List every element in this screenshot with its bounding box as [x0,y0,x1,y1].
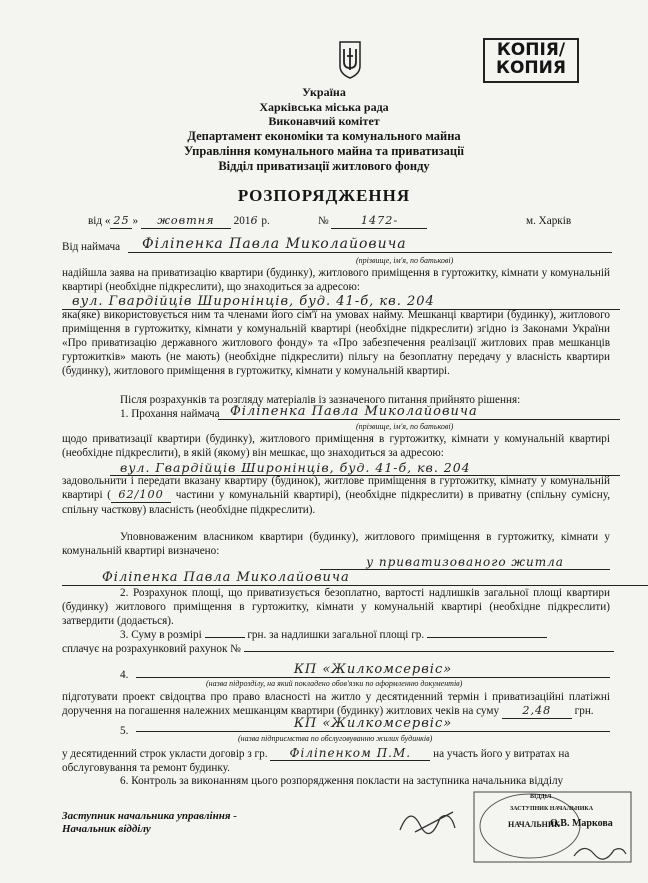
paragraph-privatization: щодо приватизації квартири (будинку), житлового приміщення в гуртожитку, кімнати у комунальній квартирі (необхідне підкреслити), в якій (якому) він мешкає, що знаходиться за адресою: [62,433,610,459]
date-day: 25 [110,214,132,229]
address-1: вул. Гвардійців Широнінців, буд. 41-б, кв. 204 [62,294,620,310]
item6-text: 6. Контроль за виконанням цього розпорядження покласти на заступника начальника відділу [120,775,564,787]
number-prefix: № [318,215,329,227]
transfer-text-b: частини у комунальній квартирі), (необхідне підкреслити) в приватну (спільну сумісну, спільну часткову) власність (необхідне підкреслити). [62,489,611,516]
decision-intro: Після розрахунків та розгляду матеріалів із зазначеного питання прийнято рішення: [120,394,521,406]
date-month: жовтня [141,214,231,229]
paragraph-usage: яка(яке) використовується ним та членами його сім'ї на умовах найму. Мешканці квартири (будинку), житлового приміщення в гуртожитку, кімнати у комунальній квартирі (необхідне підкреслити) згідно із Законами України «Про приватизацію державного житлового фонду» та «Про забезпечення реалізації житлових прав мешканців гуртожитків» мають (не мають) (необхідне підкреслити) пільгу на безоплатну передачу у власність квартири (будинку), житлового приміщення в гуртожитку, кімнати у комунальній квартирі. [62,309,610,377]
tenant-hint: (прізвище, ім'я, по батькові) [356,256,454,265]
item5-hint: (назва підприємства по обслуговуванню жилих будинків) [238,734,433,743]
paragraph-certificate [62,690,610,719]
document-title: РОЗПОРЯДЖЕННЯ [237,186,411,205]
item4-lead: 4. [120,669,129,681]
copy-stamp-line2: КОПИЯ [496,58,566,78]
date-line [88,214,270,229]
signature-icon [395,800,465,840]
item1-lead: 1. Прохання наймача [120,408,220,420]
header-country: Україна [302,85,346,99]
number-value: 1472- [331,214,427,229]
item3-text-c: сплачує на розрахунковий рахунок № [62,643,241,655]
owner-name: Філіпенка Павла Миколайовича [62,570,648,586]
contract-party: Філіпенком П.М. [270,746,430,761]
item2-text: 2. Розрахунок площі, що приватизується безоплатно, вартості надлишків загальної площі квартири (будинку) житлового приміщення в гуртожитку, кімнати у комунальній квартирі (необхідне підкреслити) затвердити (додається). [62,587,610,627]
seal-signature-icon [570,840,630,862]
contract-text-a: у десятиденний строк укласти договір з гр. [62,748,268,760]
date-mid: » [132,215,139,227]
trident-emblem-icon [337,40,363,80]
date-year-end: р. [261,215,270,227]
item3-line [120,628,547,642]
transfer-text-a: задовольнити і передати вказану квартиру (будинок), житлове приміщення в гуртожитку, кімнату у комунальній квартирі ( [62,475,610,501]
contract-text-b: на участь його у витратах на обслуговування та ремонт будинку. [62,748,570,774]
item1-hint: (прізвище, ім'я, по батькові) [356,422,454,431]
seal-text-3: НАЧАЛЬНИК [508,820,560,829]
owner-label: Уповноваженим власником квартири (будинку), житлового приміщення в гуртожитку, кімнати у комунальній квартирі визначено: [62,531,610,557]
seal-text-1: ВІДДІЛ [530,794,552,800]
tenant-label: Від наймача [62,241,121,253]
header-council: Харківська міська рада [259,100,389,114]
signatory-title-1: Заступник начальника управління - [62,810,237,822]
item3-text-a: 3. Суму в розмірі [120,629,202,641]
sum-currency: грн. [574,705,594,717]
header-division: Відділ приватизації житлового фонду [218,159,430,173]
item4-hint: (назва підрозділу, на який покладено обов'язки по оформленню документів) [206,679,463,688]
item5-fill: КП «Жилкомсервіс» [136,716,610,732]
tenant-name: Філіпенка Павла Миколайовича [128,236,612,253]
certificate-text: підготувати проект свідоцтва про право власності на житло у десятиденний термін і приватизаційні платіжні доручення на погашення належних мешканцям квартири (будинку) житлових чеків на суму [62,691,610,717]
item3-account-line [62,642,614,656]
signatory-title-2: Начальник відділу [62,823,151,835]
copy-stamp [483,38,579,83]
paragraph-application: надійшла заява на приватизацію квартири (будинку), житлового приміщення в гуртожитку, кімнати у комунальній квартирі (необхідне підкреслити), що знаходиться за адресою: [62,267,610,293]
header-department: Департамент економіки та комунального майна [187,129,461,143]
official-seal [470,788,635,866]
paragraph-transfer [62,474,610,517]
item5-lead: 5. [120,725,129,737]
share-value: 62/100 [111,488,171,503]
owner-fill: у приватизованого житла [320,555,610,570]
item1-name: Філіпенка Павла Миколайовича [218,404,620,420]
date-year-prefix: 201 [233,215,251,227]
header-directorate: Управління комунального майна та приватизації [183,144,465,158]
paragraph-contract [62,746,610,775]
date-year-suffix: 6 [250,214,259,227]
item4-fill: КП «Жилкомсервіс» [136,662,610,678]
order-number [318,214,427,229]
copy-stamp-line1: КОПІЯ/ [496,40,566,60]
seal-text-4: О.В. Маркова [550,818,613,829]
address-2: вул. Гвардійців Широнінців, буд. 41-б, кв. 204 [110,460,620,476]
date-prefix: від « [88,215,111,227]
header-committee: Виконавчий комітет [268,114,380,128]
item3-text-b: грн. за надлишки загальної площі гр. [247,629,425,641]
seal-text-2: ЗАСТУПНИК НАЧАЛЬНИКА [510,806,594,812]
city: м. Харків [526,215,572,227]
sum-value: 2,48 [502,704,572,719]
